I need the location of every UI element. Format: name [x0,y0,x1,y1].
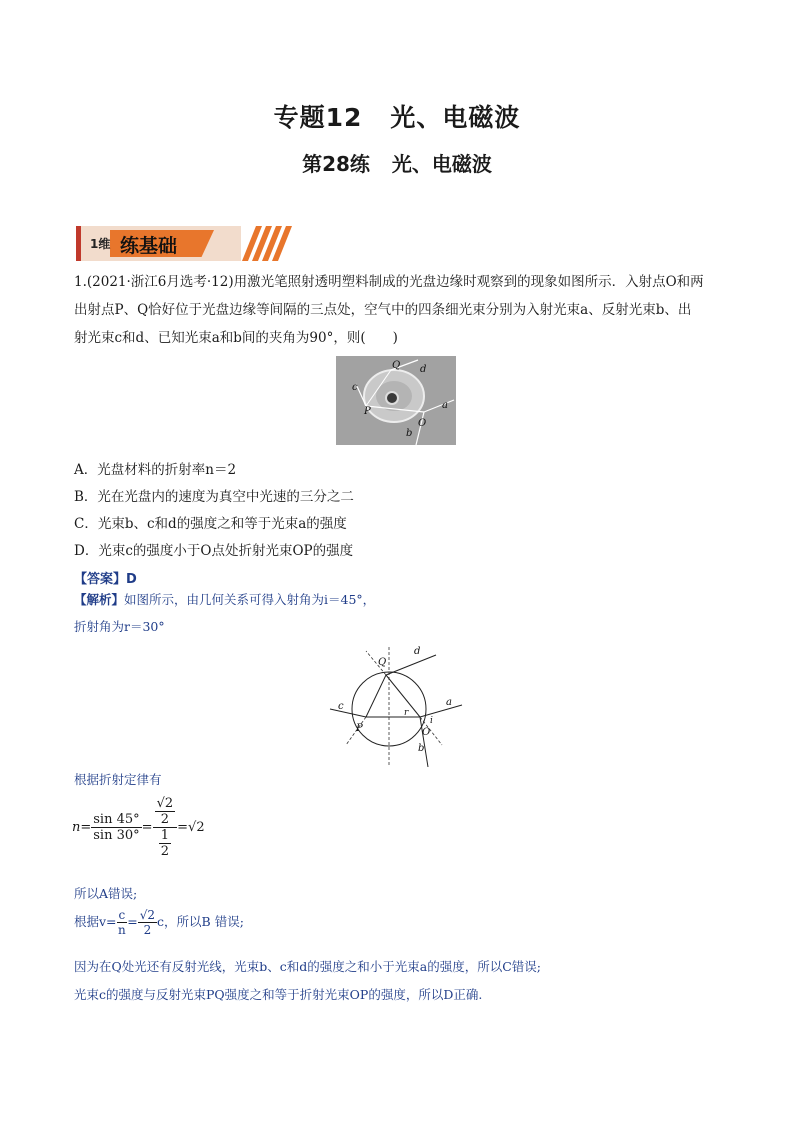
question-line-3: 射光束c和d、已知光束a和b间的夹角为90°，则( ) [74,330,398,346]
photo-label-d: d [420,364,427,375]
topic-title [0,98,794,134]
lesson-name: 光、电磁波 [391,152,492,176]
explanation-conclusion-a: 所以A错误; [74,886,138,901]
formula-sine-ratio: $\frac{\sin 45^\circ}{\sin 30^\circ}$ [93,812,140,843]
refraction-diagram-icon [326,645,466,767]
banner-badge: 1维 [90,237,111,251]
section-banner [76,226,266,261]
diagram-label-c: c [338,701,344,712]
lesson-title [0,148,794,177]
photo-label-b: b [406,428,413,439]
banner-title: 练基础 [120,235,178,257]
banner-stripes-icon [236,226,336,261]
diagram-label-r: r [404,708,409,718]
refraction-diagram [326,645,466,771]
answer: 【答案】D [74,572,137,587]
explanation-line-2: 折射角为r＝30° [74,619,165,634]
option-d: D．光束c的强度小于O点处折射光束OP的强度 [74,543,354,559]
answer-value: D [126,572,137,587]
option-a: A．光盘材料的折射率n＝2 [74,462,237,478]
lesson-label: 第28练 [302,152,370,176]
photo-label-q: Q [392,360,401,371]
diagram-label-o: O [422,727,431,738]
explanation-velocity: 根据v= $\frac{c}{n}$ = $\frac{√2}{2}$ c，所以B 错误; [74,908,244,937]
question-photo [336,356,456,445]
explanation-line-1: 【解析】如图所示，由几何关系可得入射角为i＝45°， [74,592,376,607]
formula-value-ratio: $\frac{\frac{√2}{2}}{\frac{1}{2}}$ [153,796,178,859]
topic-name: 光、电磁波 [390,103,521,132]
photo-label-p: P [364,406,371,417]
question-line-2: 出射点P、Q恰好位于光盘边缘等间隔的三点处，空气中的四条细光束分别为入射光束a、反射光束b、出 [74,302,692,318]
diagram-label-i: i [430,716,433,726]
topic-label: 专题12 [273,103,363,132]
diagram-label-q: Q [378,657,387,668]
explanation-conclusion-c: 因为在Q处光还有反射光线，光束b、c和d的强度之和小于光束a的强度，所以C错误; [74,959,541,974]
option-c: C．光束b、c和d的强度之和等于光束a的强度 [74,516,347,532]
photo-label-c: c [352,382,358,393]
diagram-label-a: a [446,697,452,708]
question-line-1: 1.(2021·浙江6月选考·12)用激光笔照射透明塑料制成的光盘边缘时观察到的现象如图所示．入射点O和两 [74,274,704,290]
diagram-label-d: d [414,646,421,657]
option-b: B．光在光盘内的速度为真空中光速的三分之二 [74,489,354,505]
optical-disc-photo-icon [336,356,456,445]
diagram-label-b: b [418,743,425,754]
formula-refractive-index: n= $\frac{\sin 45^\circ}{\sin 30^\circ}$ = $\frac{\frac{√2}{2}}{\frac{1}{2}}$ =√2 [72,796,205,859]
photo-label-o: O [418,418,427,429]
diagram-label-p: P [356,723,363,734]
explanation-conclusion-d: 光束c的强度与反射光束PQ强度之和等于折射光束OP的强度，所以D正确. [74,987,483,1002]
explanation-law: 根据折射定律有 [74,772,162,787]
photo-label-a: a [442,400,448,411]
